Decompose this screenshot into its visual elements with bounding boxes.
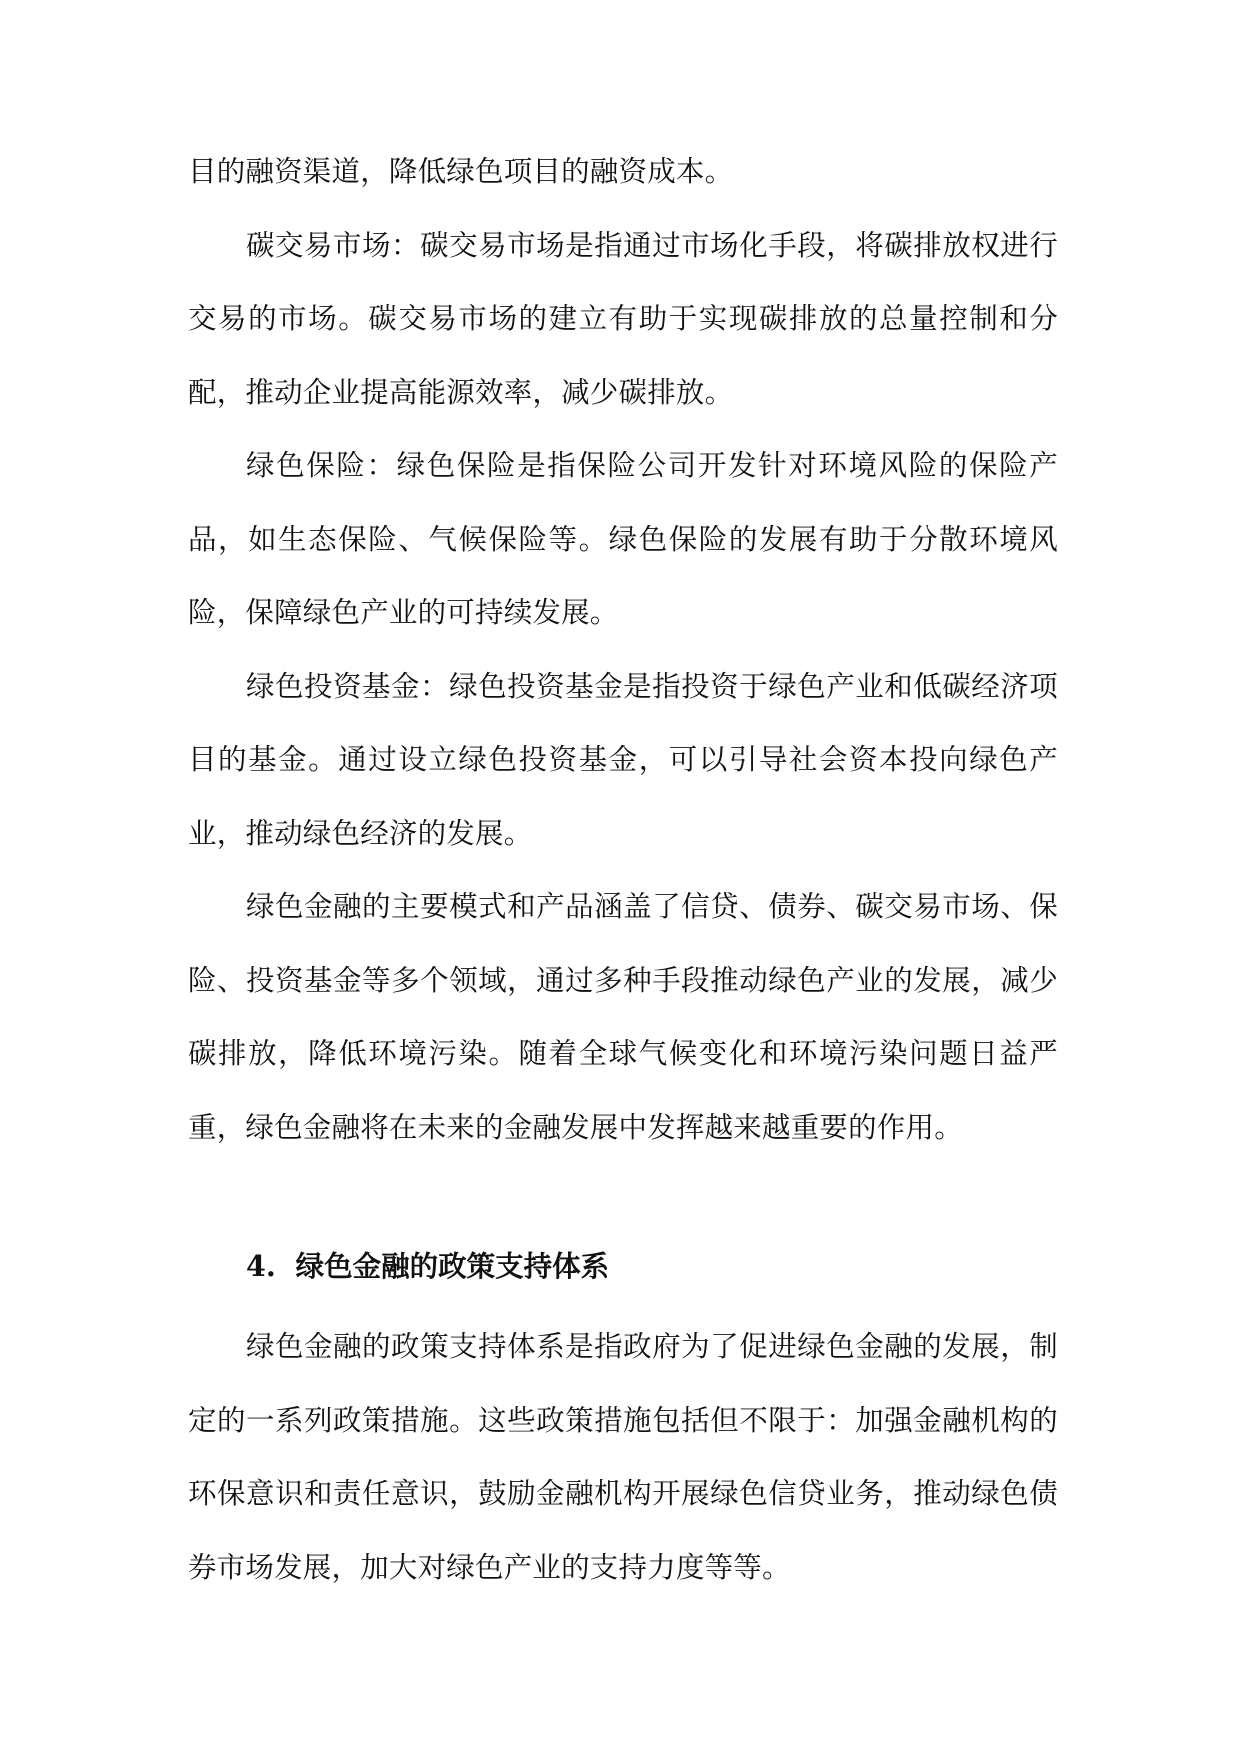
paragraph-green-fund: 绿色投资基金：绿色投资基金是指投资于绿色产业和低碳经济项目的基金。通过设立绿色投资基金，可以引导社会资本投向绿色产业，推动绿色经济的发展。 — [188, 669, 1058, 850]
body-text-top — [188, 135, 1058, 1164]
paragraph-carbon-market: 碳交易市场：碳交易市场是指通过市场化手段，将碳排放权进行交易的市场。碳交易市场的建立有助于实现碳排放的总量控制和分配，推动企业提高能源效率，减少碳排放。 — [188, 228, 1058, 409]
paragraph-summary: 绿色金融的主要模式和产品涵盖了信贷、债券、碳交易市场、保险、投资基金等多个领域，通过多种手段推动绿色产业的发展，减少碳排放，降低环境污染。随着全球气候变化和环境污染问题日益严重，绿色金融将在未来的金融发展中发挥越来越重要的作用。 — [188, 890, 1058, 1144]
paragraph-policy-system: 绿色金融的政策支持体系是指政府为了促进绿色金融的发展，制定的一系列政策措施。这些政策措施包括但不限于：加强金融机构的环保意识和责任意识，鼓励金融机构开展绿色信贷业务，推动绿色债券市场发展，加大对绿色产业的支持力度等等。 — [188, 1330, 1058, 1584]
paragraph-green-insurance: 绿色保险：绿色保险是指保险公司开发针对环境风险的保险产品，如生态保险、气候保险等。绿色保险的发展有助于分散环境风险，保障绿色产业的可持续发展。 — [188, 449, 1058, 629]
paragraph-financing-channels: 目的融资渠道，降低绿色项目的融资成本。 — [188, 155, 734, 188]
section-title: 绿色金融的政策支持体系 — [295, 1249, 610, 1283]
section-number: 4. — [246, 1249, 276, 1283]
body-text-bottom — [188, 1310, 1058, 1604]
section-heading — [246, 1246, 609, 1286]
